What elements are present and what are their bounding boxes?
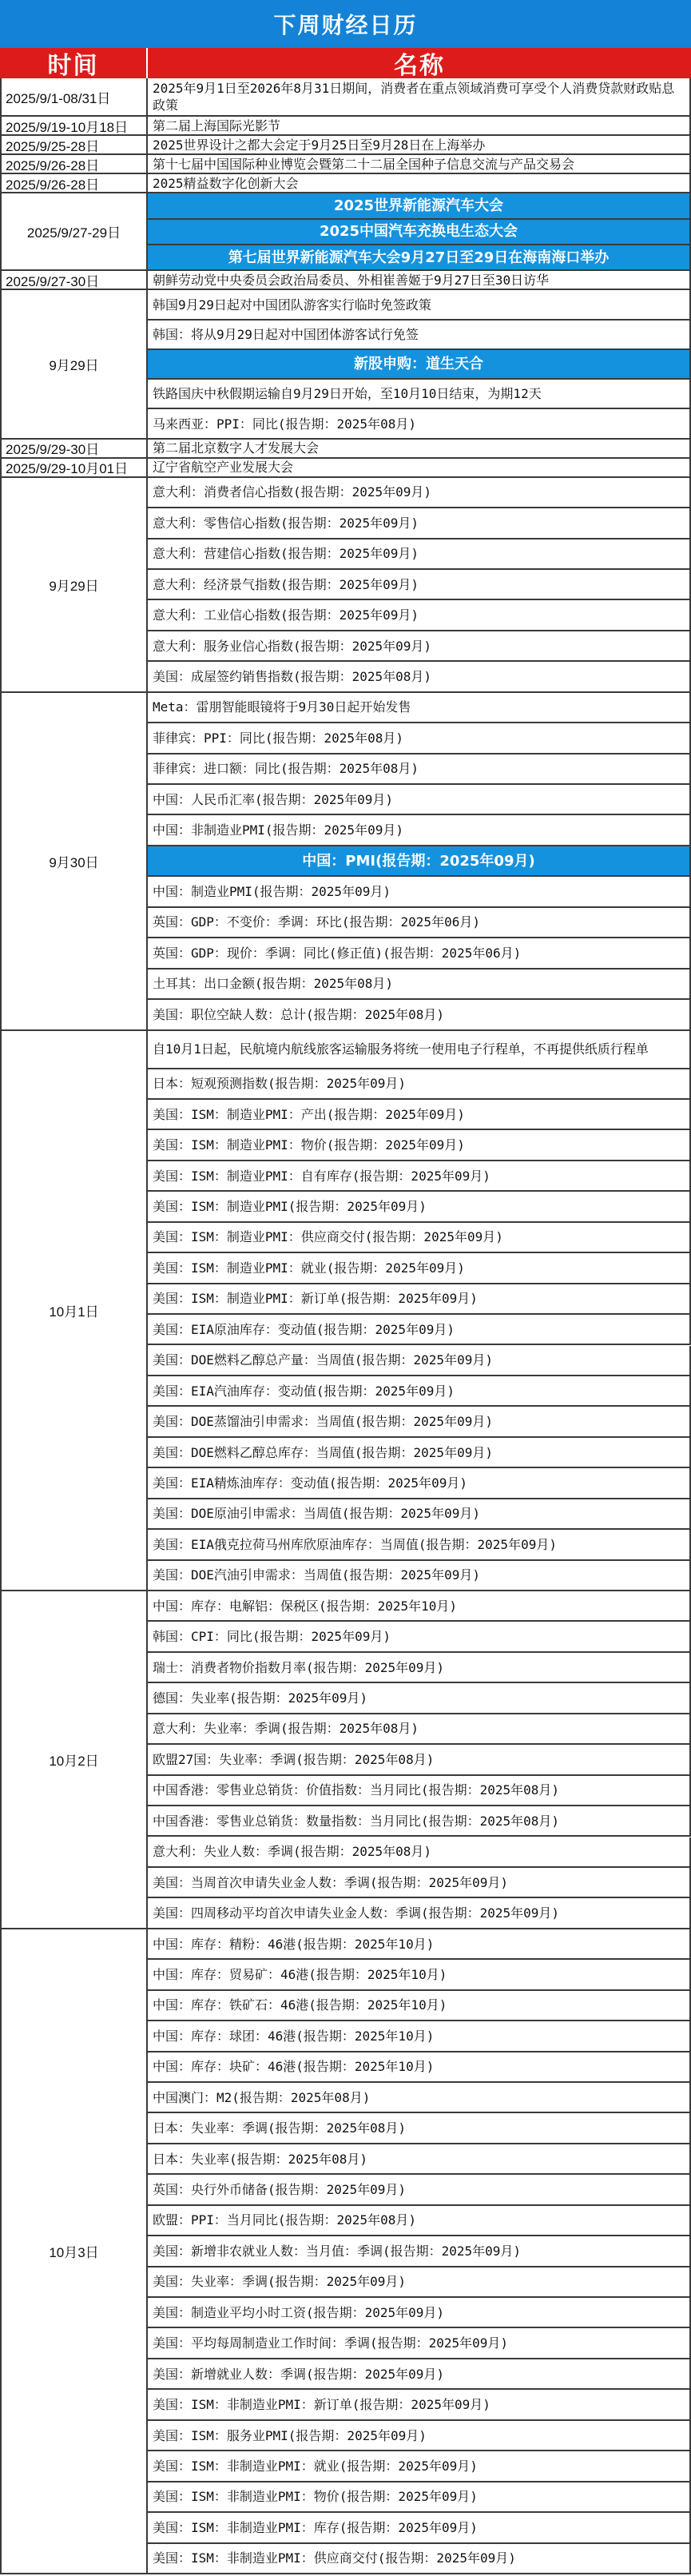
- event-name-cell: 美国：成屋签约销售指数(报告期：2025年08月): [148, 662, 691, 692]
- event-name-cell: 菲律宾：PPI：同比(报告期：2025年08月): [148, 723, 691, 754]
- event-name-cell: 欧盟27国：失业率：季调(报告期：2025年08月): [148, 1745, 691, 1775]
- event-name-cell: 朝鲜劳动党中央委员会政治局委员、外相崔善姬于9月27日至30日访华: [148, 271, 691, 290]
- event-name-cell: 第二届北京数字人才发展大会: [148, 440, 691, 459]
- event-name-cell: 美国：ISM：非制造业PMI：物价(报告期：2025年09月): [148, 2482, 691, 2513]
- event-name-cell: 意大利：营建信心指数(报告期：2025年09月): [148, 539, 691, 570]
- event-name-cell: 中国香港：零售业总销货：价值指数：当月同比(报告期：2025年08月): [148, 1776, 691, 1806]
- event-name-cell: 中国澳门：M2(报告期：2025年08月): [148, 2083, 691, 2113]
- event-name-cell: 美国：ISM：非制造业PMI：库存(报告期：2025年09月): [148, 2513, 691, 2543]
- time-cell: 2025/9/27-30日: [0, 271, 148, 290]
- event-name-cell: 第十七届中国国际种业博览会暨第二十二届全国种子信息交流与产品交易会: [148, 155, 691, 174]
- event-name-cell: 中国：非制造业PMI(报告期：2025年09月): [148, 815, 691, 846]
- event-name-cell: 第二届上海国际光影节: [148, 117, 691, 136]
- event-name-cell: 美国：ISM：制造业PMI：就业(报告期：2025年09月): [148, 1253, 691, 1284]
- time-cell: 2025/9/26-28日: [0, 174, 148, 193]
- event-name-cell: 中国：库存：贸易矿：46港(报告期：2025年10月): [148, 1960, 691, 1990]
- calendar-group: [0, 155, 691, 174]
- event-name-cell: 美国：新增就业人数：季调(报告期：2025年09月): [148, 2359, 691, 2390]
- calendar-group: [0, 290, 691, 439]
- event-name-cell: 美国：EIA原油库存：变动值(报告期：2025年09月): [148, 1315, 691, 1345]
- event-name-cell: 美国：ISM：制造业PMI：物价(报告期：2025年09月): [148, 1130, 691, 1161]
- calendar-group: [0, 78, 691, 117]
- calendar-group: [0, 136, 691, 155]
- event-name-cell: 美国：平均每周制造业工作时间：季调(报告期：2025年09月): [148, 2328, 691, 2359]
- highlighted-event-cell: 2025中国汽车充换电生态大会: [148, 220, 691, 245]
- time-cell: 10月2日: [0, 1591, 148, 1929]
- calendar-group: [0, 1031, 691, 1591]
- event-name-cell: 美国：ISM：非制造业PMI：新订单(报告期：2025年09月): [148, 2390, 691, 2420]
- event-name-cell: 英国：央行外币储备(报告期：2025年09月): [148, 2175, 691, 2205]
- event-name-cell: 美国：DOE燃料乙醇总库存：当周值(报告期：2025年09月): [148, 1438, 691, 1468]
- event-name-cell: 2025年9月1日至2026年8月31日期间，消费者在重点领域消费可享受个人消费贷款财政贴息政策: [148, 78, 691, 117]
- event-name-cell: 美国：制造业平均小时工资(报告期：2025年09月): [148, 2298, 691, 2328]
- event-name-cell: 意大利：失业人数：季调(报告期：2025年08月): [148, 1837, 691, 1868]
- time-cell: 9月29日: [0, 290, 148, 439]
- calendar-group: [0, 693, 691, 1031]
- calendar-group: [0, 1929, 691, 2574]
- highlighted-event-cell: 新股申购：道生天合: [148, 350, 691, 380]
- time-cell: 2025/9/19-10月18日: [0, 117, 148, 136]
- event-name-cell: 意大利：消费者信心指数(报告期：2025年09月): [148, 478, 691, 508]
- calendar-group: [0, 174, 691, 193]
- event-name-cell: 美国：ISM：非制造业PMI：就业(报告期：2025年09月): [148, 2451, 691, 2482]
- time-cell: 2025/9/29-10月01日: [0, 459, 148, 478]
- event-name-cell: 美国：新增非农就业人数：当月值：季调(报告期：2025年09月): [148, 2236, 691, 2267]
- event-name-cell: 意大利：失业率：季调(报告期：2025年08月): [148, 1714, 691, 1745]
- event-name-cell: 马来西亚：PPI：同比(报告期：2025年08月): [148, 409, 691, 439]
- calendar-group: [0, 440, 691, 459]
- calendar-group: [0, 1591, 691, 1929]
- event-name-cell: 美国：ISM：制造业PMI：产出(报告期：2025年09月): [148, 1100, 691, 1130]
- time-cell: 2025/9/1-08/31日: [0, 78, 148, 117]
- time-cell: 9月30日: [0, 693, 148, 1031]
- event-name-cell: 美国：四周移动平均首次申请失业金人数：季调(报告期：2025年09月): [148, 1898, 691, 1929]
- event-name-cell: 中国：库存：球团：46港(报告期：2025年10月): [148, 2021, 691, 2052]
- calendar-group: [0, 271, 691, 290]
- event-name-cell: 美国：DOE原油引申需求：当周值(报告期：2025年09月): [148, 1499, 691, 1530]
- event-name-cell: 英国：GDP：现价：季调：同比(修正值)(报告期：2025年06月): [148, 938, 691, 969]
- event-name-cell: 欧盟：PPI：当月同比(报告期：2025年08月): [148, 2206, 691, 2236]
- page-title: 下周财经日历: [0, 0, 691, 48]
- calendar-group: [0, 117, 691, 136]
- highlighted-event-cell: 2025世界新能源汽车大会: [148, 193, 691, 219]
- event-name-cell: 日本：失业率(报告期：2025年08月): [148, 2144, 691, 2175]
- event-name-cell: 美国：EIA汽油库存：变动值(报告期：2025年09月): [148, 1376, 691, 1407]
- event-name-cell: 美国：ISM：制造业PMI：自有库存(报告期：2025年09月): [148, 1161, 691, 1192]
- time-cell: 10月3日: [0, 1929, 148, 2574]
- time-cell: 2025/9/26-28日: [0, 155, 148, 174]
- event-name-cell: 美国：ISM：制造业PMI：供应商交付(报告期：2025年09月): [148, 1223, 691, 1253]
- event-name-cell: 德国：失业率(报告期：2025年09月): [148, 1683, 691, 1714]
- calendar-group: [0, 459, 691, 478]
- highlighted-event-cell: 中国：PMI(报告期：2025年09月): [148, 846, 691, 877]
- event-name-cell: 2025精益数字化创新大会: [148, 174, 691, 193]
- event-name-cell: 中国：库存：块矿：46港(报告期：2025年10月): [148, 2052, 691, 2083]
- event-name-cell: 美国：EIA俄克拉荷马州库欣原油库存：当周值(报告期：2025年09月): [148, 1530, 691, 1560]
- time-cell: 2025/9/29-30日: [0, 440, 148, 459]
- calendar-group: [0, 193, 691, 271]
- name-column-header: 名称: [394, 52, 445, 80]
- event-name-cell: 韩国：CPI：同比(报告期：2025年09月): [148, 1622, 691, 1652]
- event-name-cell: 美国：职位空缺人数：总计(报告期：2025年08月): [148, 1000, 691, 1030]
- time-column-header: 时间: [0, 48, 148, 78]
- time-cell: 2025/9/25-28日: [0, 136, 148, 155]
- event-name-cell: 中国：库存：电解铝：保税区(报告期：2025年10月): [148, 1591, 691, 1622]
- event-name-cell: 日本：失业率：季调(报告期：2025年08月): [148, 2113, 691, 2144]
- event-name-cell: 2025世界设计之都大会定于9月25日至9月28日在上海举办: [148, 136, 691, 155]
- event-name-cell: 菲律宾：进口额：同比(报告期：2025年08月): [148, 754, 691, 785]
- event-name-cell: 意大利：工业信心指数(报告期：2025年09月): [148, 600, 691, 631]
- event-name-cell: 中国：库存：铁矿石：46港(报告期：2025年10月): [148, 1991, 691, 2021]
- event-name-cell: 韩国9月29日起对中国团队游客实行临时免签政策: [148, 290, 691, 320]
- highlighted-event-cell: 第七届世界新能源汽车大会9月27日至29日在海南海口举办: [148, 245, 691, 271]
- event-name-cell: 中国：制造业PMI(报告期：2025年09月): [148, 877, 691, 907]
- event-name-cell: 美国：ISM：制造业PMI(报告期：2025年09月): [148, 1192, 691, 1222]
- event-name-cell: 意大利：零售信心指数(报告期：2025年09月): [148, 508, 691, 539]
- event-name-cell: 铁路国庆中秋假期运输自9月29日开始，至10月10日结束，为期12天: [148, 380, 691, 409]
- time-cell: 2025/9/27-29日: [0, 193, 148, 271]
- event-name-cell: 美国：DOE汽油引申需求：当周值(报告期：2025年09月): [148, 1561, 691, 1591]
- event-name-cell: Meta：雷朋智能眼镜将于9月30日起开始发售: [148, 693, 691, 723]
- column-header-row: [0, 48, 691, 78]
- event-name-cell: 中国香港：零售业总销货：数量指数：当月同比(报告期：2025年08月): [148, 1806, 691, 1837]
- event-name-cell: 中国：库存：精粉：46港(报告期：2025年10月): [148, 1929, 691, 1960]
- event-name-cell: 美国：当周首次申请失业金人数：季调(报告期：2025年09月): [148, 1868, 691, 1898]
- event-name-cell: 瑞士：消费者物价指数月率(报告期：2025年09月): [148, 1653, 691, 1683]
- event-name-cell: 意大利：经济景气指数(报告期：2025年09月): [148, 570, 691, 600]
- event-name-cell: 辽宁省航空产业发展大会: [148, 459, 691, 478]
- event-name-cell: 美国：ISM：非制造业PMI：供应商交付(报告期：2025年09月): [148, 2544, 691, 2574]
- time-cell: 9月29日: [0, 478, 148, 693]
- event-name-cell: 土耳其：出口金额(报告期：2025年08月): [148, 969, 691, 1000]
- event-name-cell: 中国：人民币汇率(报告期：2025年09月): [148, 785, 691, 815]
- event-name-cell: 美国：失业率：季调(报告期：2025年09月): [148, 2267, 691, 2298]
- event-name-cell: 日本：短观预测指数(报告期：2025年09月): [148, 1069, 691, 1100]
- event-name-cell: 美国：DOE蒸馏油引申需求：当周值(报告期：2025年09月): [148, 1407, 691, 1437]
- event-name-cell: 英国：GDP：不变价：季调：环比(报告期：2025年06月): [148, 908, 691, 938]
- event-name-cell: 美国：EIA精炼油库存：变动值(报告期：2025年09月): [148, 1468, 691, 1499]
- time-cell: 10月1日: [0, 1031, 148, 1591]
- calendar-group: [0, 478, 691, 693]
- event-name-cell: 美国：DOE燃料乙醇总产量：当周值(报告期：2025年09月): [148, 1346, 691, 1376]
- event-name-cell: 美国：ISM：服务业PMI(报告期：2025年09月): [148, 2421, 691, 2451]
- event-name-cell: 意大利：服务业信心指数(报告期：2025年09月): [148, 631, 691, 662]
- event-name-cell: 韩国：将从9月29日起对中国团体游客试行免签: [148, 321, 691, 350]
- event-name-cell: 美国：ISM：制造业PMI：新订单(报告期：2025年09月): [148, 1284, 691, 1315]
- event-name-cell: 自10月1日起，民航境内航线旅客运输服务将统一使用电子行程单，不再提供纸质行程单: [148, 1031, 691, 1069]
